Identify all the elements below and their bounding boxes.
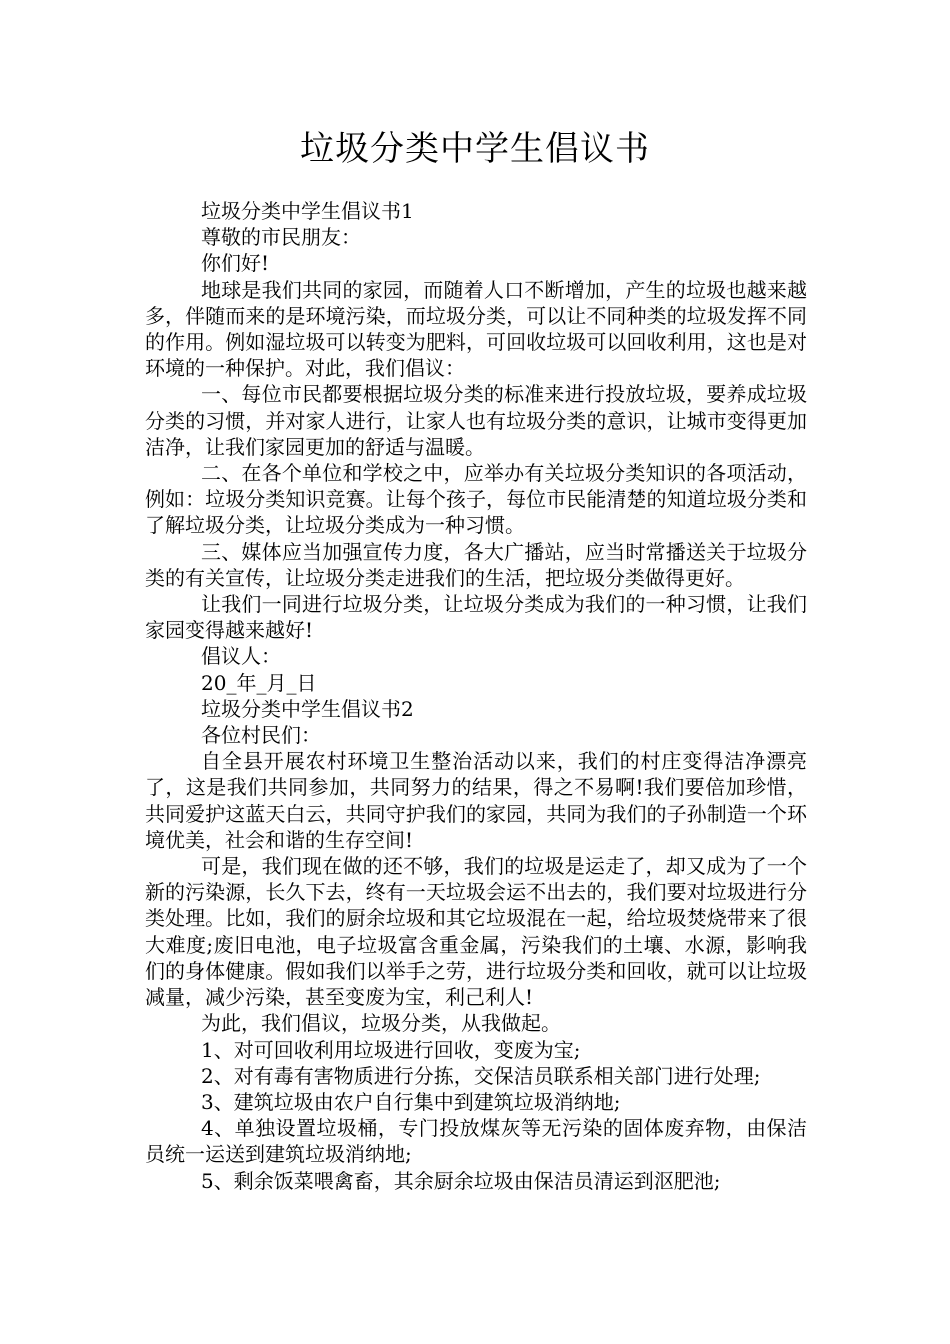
list-item: 3、建筑垃圾由农户自行集中到建筑垃圾消纳地; [201, 1089, 621, 1114]
proposal-item-2: 二、在各个单位和学校之中，应举办有关垃圾分类知识的各项活动，例如：垃圾分类知识竞赛。让每个孩子，每位市民能清楚的知道垃圾分类和了解垃圾分类，让垃圾分类成为一种习惯。 [145, 461, 807, 538]
greeting: 你们好! [201, 251, 270, 276]
body-paragraph: 为此，我们倡议，垃圾分类，从我做起。 [201, 1011, 561, 1036]
salutation: 各位村民们： [201, 723, 321, 748]
date-line: 20_年_月_日 [201, 670, 317, 695]
list-item: 1、对可回收利用垃圾进行回收，变废为宝; [201, 1037, 581, 1062]
signatory-label: 倡议人： [201, 644, 281, 669]
section-heading-2: 垃圾分类中学生倡议书2 [201, 696, 414, 721]
list-item: 2、对有毒有害物质进行分拣，交保洁员联系相关部门进行处理; [201, 1063, 761, 1088]
proposal-item-3: 三、媒体应当加强宣传力度，各大广播站，应当时常播送关于垃圾分类的有关宣传，让垃圾分类走进我们的生活，把垃圾分类做得更好。 [145, 539, 807, 590]
body-paragraph: 地球是我们共同的家园，而随着人口不断增加，产生的垃圾也越来越多，伴随而来的是环境污染，而垃圾分类，可以让不同种类的垃圾发挥不同的作用。例如湿垃圾可以转变为肥料，可回收垃圾可以回收利用，这也是对环境的一种保护。对此，我们倡议： [145, 277, 807, 381]
proposal-item-1: 一、每位市民都要根据垃圾分类的标准来进行投放垃圾，要养成垃圾分类的习惯，并对家人进行，让家人也有垃圾分类的意识，让城市变得更加洁净，让我们家园更加的舒适与温暖。 [145, 382, 807, 459]
list-item: 5、剩余饭菜喂禽畜，其余厨余垃圾由保洁员清运到沤肥池; [201, 1168, 721, 1193]
list-item: 4、单独设置垃圾桶，专门投放煤灰等无污染的固体废弃物，由保洁员统一运送到建筑垃圾消纳地; [145, 1116, 807, 1167]
document-title: 垃圾分类中学生倡议书 [300, 129, 650, 169]
body-paragraph: 自全县开展农村环境卫生整治活动以来，我们的村庄变得洁净漂亮了，这是我们共同参加，共同努力的结果，得之不易啊!我们要倍加珍惜，共同爱护这蓝天白云，共同守护我们的家园，共同为我们的子孙制造一个环境优美，社会和谐的生存空间! [145, 749, 807, 852]
salutation: 尊敬的市民朋友： [201, 225, 361, 250]
section-heading-1: 垃圾分类中学生倡议书1 [201, 199, 414, 223]
document-body [145, 198, 807, 1194]
body-paragraph: 可是，我们现在做的还不够，我们的垃圾是运走了，却又成为了一个新的污染源，长久下去，终有一天垃圾会运不出去的，我们要对垃圾进行分类处理。比如，我们的厨余垃圾和其它垃圾混在一起，给垃圾焚烧带来了很大难度;废旧电池，电子垃圾富含重金属，污染我们的土壤、水源，影响我们的身体健康。假如我们以举手之劳，进行垃圾分类和回收，就可以让垃圾减量，减少污染，甚至变废为宝，利己利人! [145, 854, 807, 1010]
closing-paragraph: 让我们一同进行垃圾分类，让垃圾分类成为我们的一种习惯，让我们家园变得越来越好! [145, 592, 807, 643]
